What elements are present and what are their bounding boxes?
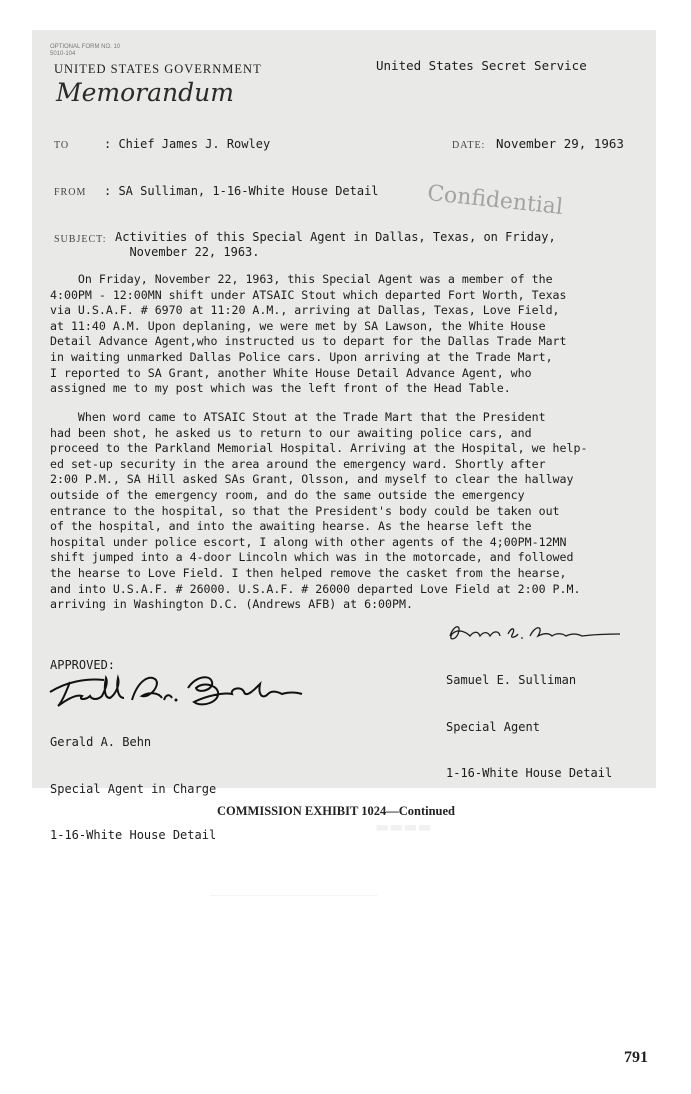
- exhibit-caption: COMMISSION EXHIBIT 1024—Continued: [217, 804, 456, 818]
- approval-block: [50, 704, 216, 875]
- subject-value: Activities of this Special Agent in Dallas, Texas, on Friday, November 22, 1963.: [115, 230, 556, 259]
- approved-label: APPROVED:: [50, 658, 116, 672]
- date-label: DATE:: [452, 140, 486, 151]
- approver-unit: 1-16-White House Detail: [50, 828, 217, 842]
- confidential-stamp: Confidential: [426, 180, 565, 221]
- date-value: November 29, 1963: [496, 136, 624, 151]
- bleed-through-mark: ▬▬▬▬: [375, 820, 432, 838]
- approver-name: Gerald A. Behn: [50, 735, 152, 749]
- government-heading: UNITED STATES GOVERNMENT: [54, 62, 262, 76]
- to-value: : Chief James J. Rowley: [104, 137, 271, 151]
- signer-unit: 1-16-White House Detail: [446, 766, 613, 780]
- to-label: TO: [54, 140, 70, 151]
- signer-name: Samuel E. Sulliman: [446, 673, 577, 687]
- agency-name: United States Secret Service: [376, 58, 587, 73]
- from-label: FROM: [54, 187, 87, 198]
- signature-block: [446, 642, 612, 813]
- bleed-through-caption: ——————————————: [210, 888, 378, 902]
- subject-label: SUBJECT:: [54, 234, 107, 245]
- signer-title: Special Agent: [446, 719, 540, 734]
- body-paragraph-1: On Friday, November 22, 1963, this Special Agent was a member of the 4:00PM - 12:00MN shift under ATSAIC Stout which departed Fort Worth, Texas via U.S.A.F. # 6970 at 11:20 A.M., arriving at Dallas, Texas, Love Field, at 11:40 A.M. Upon deplaning, we were met by SA Lawson, the White House Detail Advance Agent,who instructed us to depart for the Dallas Trade Mart in waiting unmarked Dallas Police cars. Upon arriving at the Trade Mart, I reported to SA Grant, another White House Detail Advance Agent, who assigned me to my post which was the left front of the Head Table.: [50, 272, 567, 396]
- from-value: : SA Sulliman, 1-16-White House Detail: [104, 184, 379, 198]
- memo-title: Memorandum: [56, 78, 234, 107]
- page-number: 791: [624, 1049, 648, 1066]
- body-paragraph-2: When word came to ATSAIC Stout at the Trade Mart that the President had been shot, he asked us to return to our awaiting police cars, and proceed to the Parkland Memorial Hospital. Arriving at the Hospital, we help- ed set-up security in the area around the emergency ward. Shortly after 2:00 P.M., SA Hill asked SAs Grant, Olsson, and myself to clear the hallway outside of the emergency room, and do the same outside the emergency entrance to the hospital, so that the President's body could be taken out of the hospital, and into the awaiting hearse. As the hearse left the hospital under police escort, I along with other agents of the 4;00PM-12MN shift jumped into a 4-door Lincoln which was in the motorcade, and followed the hearse to Love Field. I then helped remove the casket from the hearse, and into U.S.A.F. # 26000. U.S.A.F. # 26000 departed Love Field at 2:00 P.M. arriving in Washington D.C. (Andrews AFB) at 6:00PM.: [50, 410, 588, 612]
- form-number: OPTIONAL FORM NO. 10 5010-104: [50, 44, 121, 57]
- approver-title: Special Agent in Charge: [50, 781, 217, 796]
